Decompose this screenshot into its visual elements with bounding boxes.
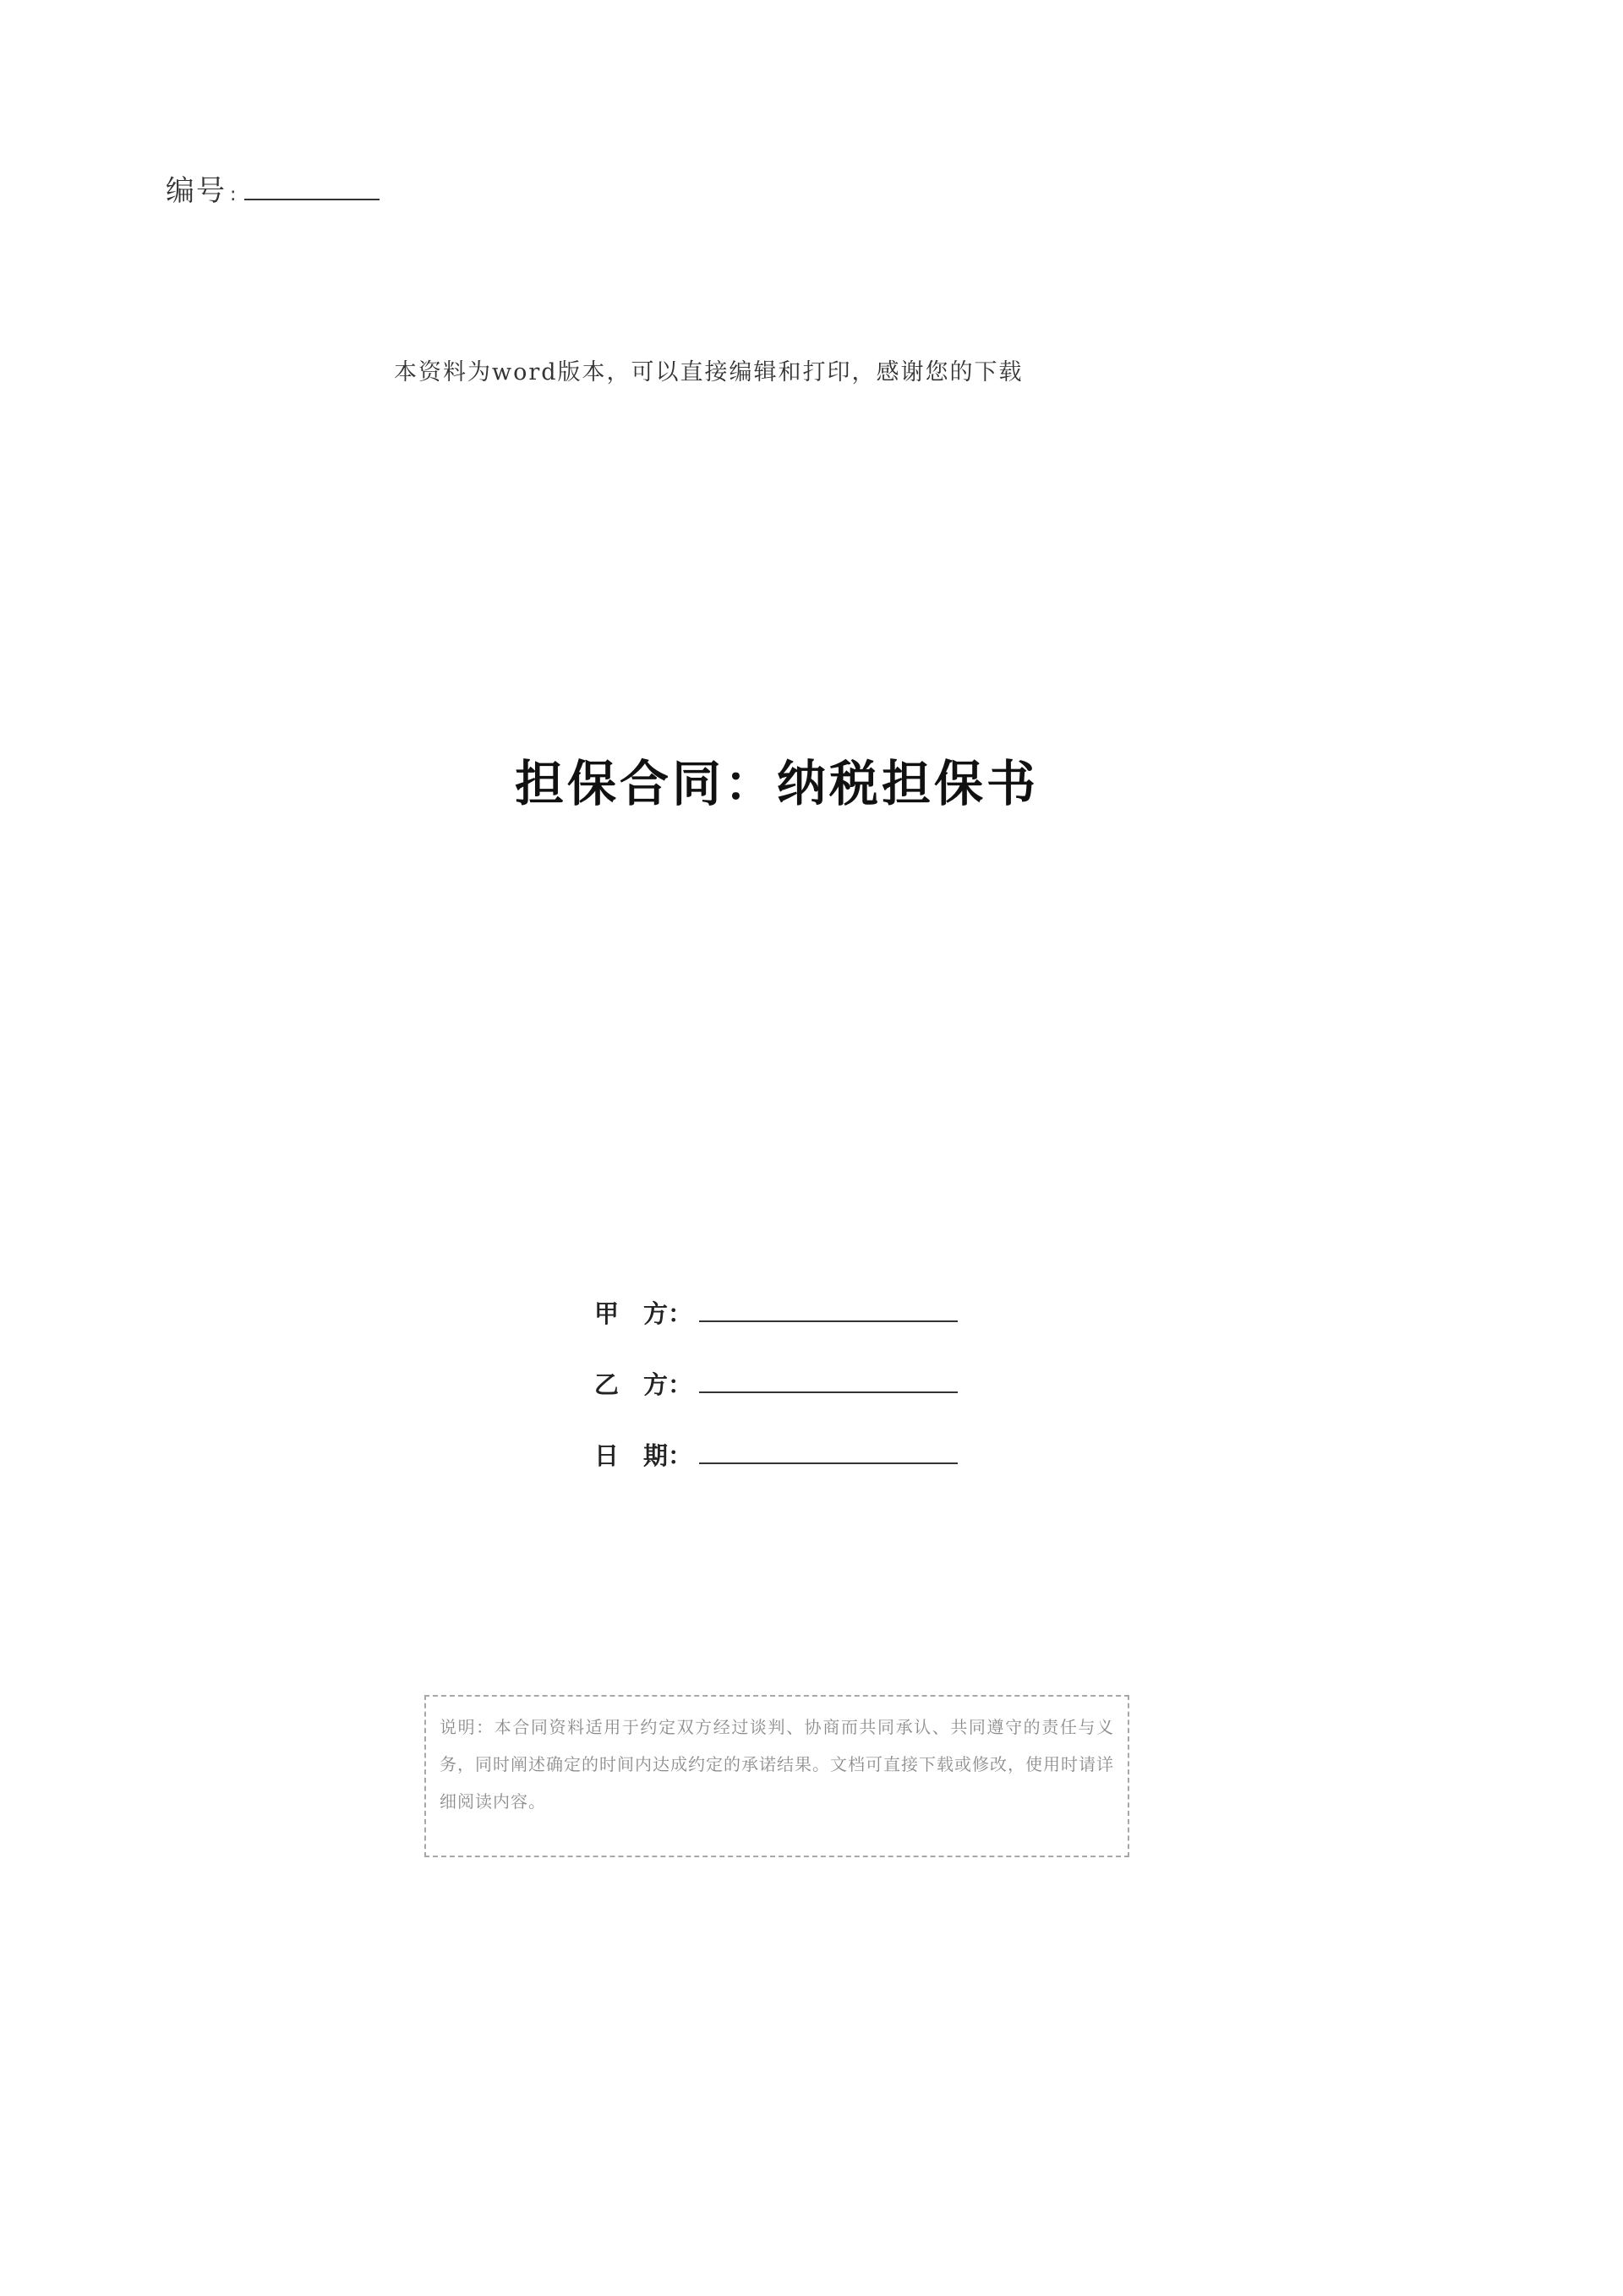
date-blank[interactable] — [699, 1444, 958, 1464]
party-b-blank[interactable] — [699, 1373, 958, 1393]
download-notice: 本资料为word版本，可以直接编辑和打印，感谢您的下载 — [394, 359, 1024, 385]
explanation-note: 说明：本合同资料适用于约定双方经过谈判、协商而共同承认、共同遵守的责任与义务，同时阐述确定的时间内达成约定的承诺结果。文档可直接下载或修改，使用时请详细阅读内容。 — [424, 1695, 1129, 1857]
document-number-blank[interactable] — [244, 180, 380, 200]
document-number-colon: : — [230, 184, 238, 205]
party-a-row — [594, 1295, 958, 1366]
page-title: 担保合同：纳税担保书 — [514, 755, 1039, 812]
party-b-label: 乙 方： — [594, 1370, 693, 1399]
document-number-label: 编号 — [166, 174, 227, 208]
parties-block — [594, 1295, 958, 1508]
party-b-row — [594, 1366, 958, 1437]
date-label: 日 期： — [594, 1441, 693, 1470]
document-number — [166, 167, 380, 209]
party-a-blank[interactable] — [699, 1302, 958, 1322]
party-a-label: 甲 方： — [594, 1299, 693, 1328]
date-row — [594, 1437, 958, 1508]
